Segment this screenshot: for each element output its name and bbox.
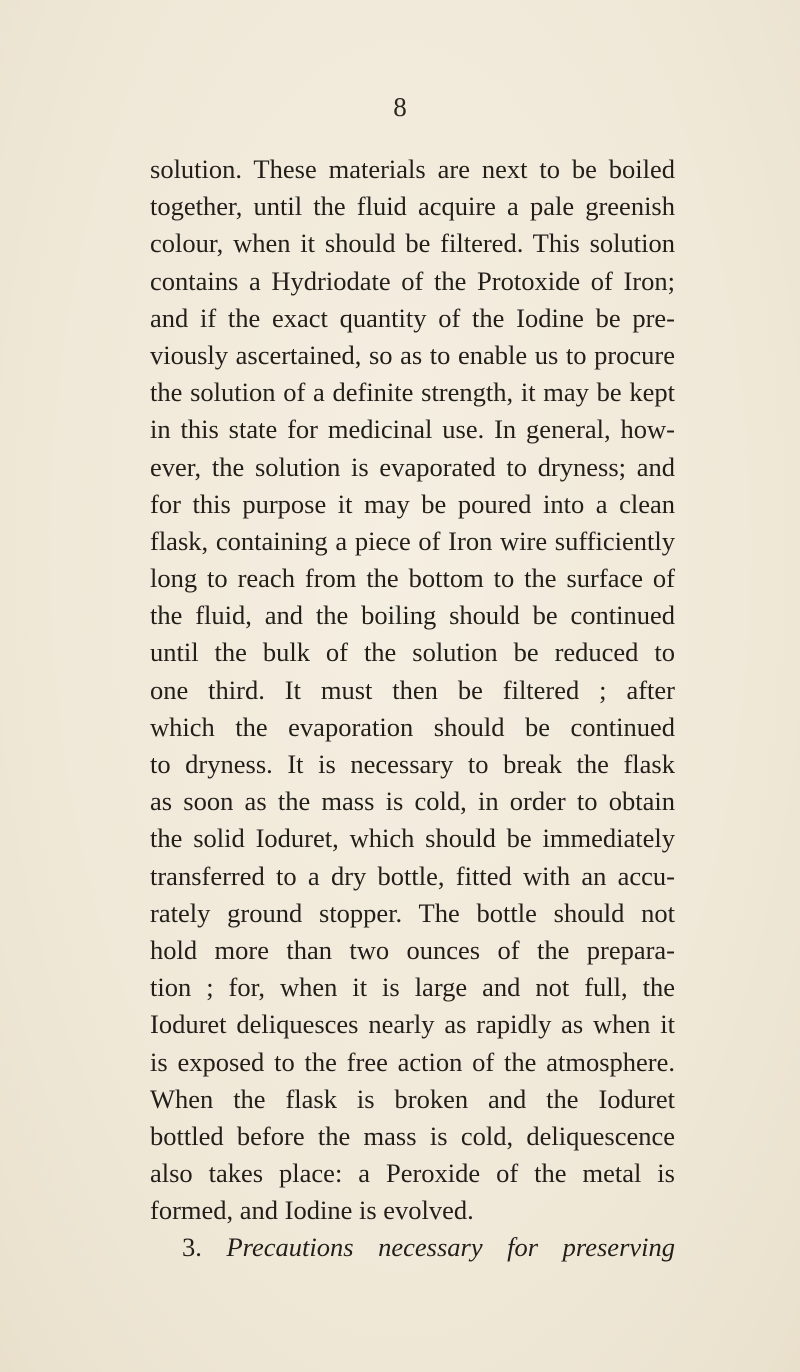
text-line: ever, the solution is evaporated to dryness; and	[150, 451, 675, 482]
page-number: 8	[393, 92, 407, 122]
text-line: flask, containing a piece of Iron wire sufficiently	[150, 525, 675, 556]
text-line: together, until the fluid acquire a pale greenish	[150, 191, 675, 222]
text-line: the solid Ioduret, which should be immediately	[150, 823, 675, 854]
text-line: bottled before the mass is cold, deliquescence	[150, 1120, 675, 1151]
section-number: 3.	[182, 1232, 202, 1263]
text-line: transferred to a dry bottle, fitted with an accu-	[150, 860, 675, 891]
text-line: viously ascertained, so as to enable us to procure	[150, 339, 675, 370]
text-line: also takes place: a Peroxide of the metal is	[150, 1158, 675, 1189]
text-line: formed, and Iodine is evolved.	[150, 1195, 474, 1226]
text-line: one third. It must then be filtered ; after	[150, 674, 675, 705]
text-line: long to reach from the bottom to the surface of	[150, 563, 675, 594]
text-line: tion ; for, when it is large and not full, the	[150, 972, 675, 1003]
section-heading	[150, 1229, 675, 1266]
text-line: contains a Hydriodate of the Protoxide of Iron;	[150, 265, 675, 296]
text-line: rately ground stopper. The bottle should not	[150, 897, 675, 928]
text-line: which the evaporation should be continued	[150, 711, 675, 742]
text-line: When the flask is broken and the Ioduret	[150, 1083, 675, 1114]
text-line: to dryness. It is necessary to break the flask	[150, 749, 675, 779]
text-line: and if the exact quantity of the Iodine be pre-	[150, 302, 675, 333]
text-line: until the bulk of the solution be reduced to	[150, 637, 675, 668]
text-line: hold more than two ounces of the prepara-	[150, 934, 675, 965]
text-line: as soon as the mass is cold, in order to obtain	[150, 786, 675, 817]
text-line: Ioduret deliquesces nearly as rapidly as when it	[150, 1009, 675, 1040]
text-line: solution. These materials are next to be boiled	[150, 154, 675, 184]
section-title: Precautions necessary for preserving	[226, 1232, 676, 1263]
text-line: colour, when it should be filtered. This solution	[150, 228, 675, 259]
text-line: is exposed to the free action of the atmosphere.	[150, 1046, 675, 1077]
text-line: the solution of a definite strength, it may be kept	[150, 377, 675, 408]
text-line: for this purpose it may be poured into a clean	[150, 488, 675, 519]
text-line: the fluid, and the boiling should be continued	[150, 600, 675, 631]
body-text	[150, 151, 675, 1267]
text-line: in this state for medicinal use. In general, how-	[150, 414, 675, 445]
